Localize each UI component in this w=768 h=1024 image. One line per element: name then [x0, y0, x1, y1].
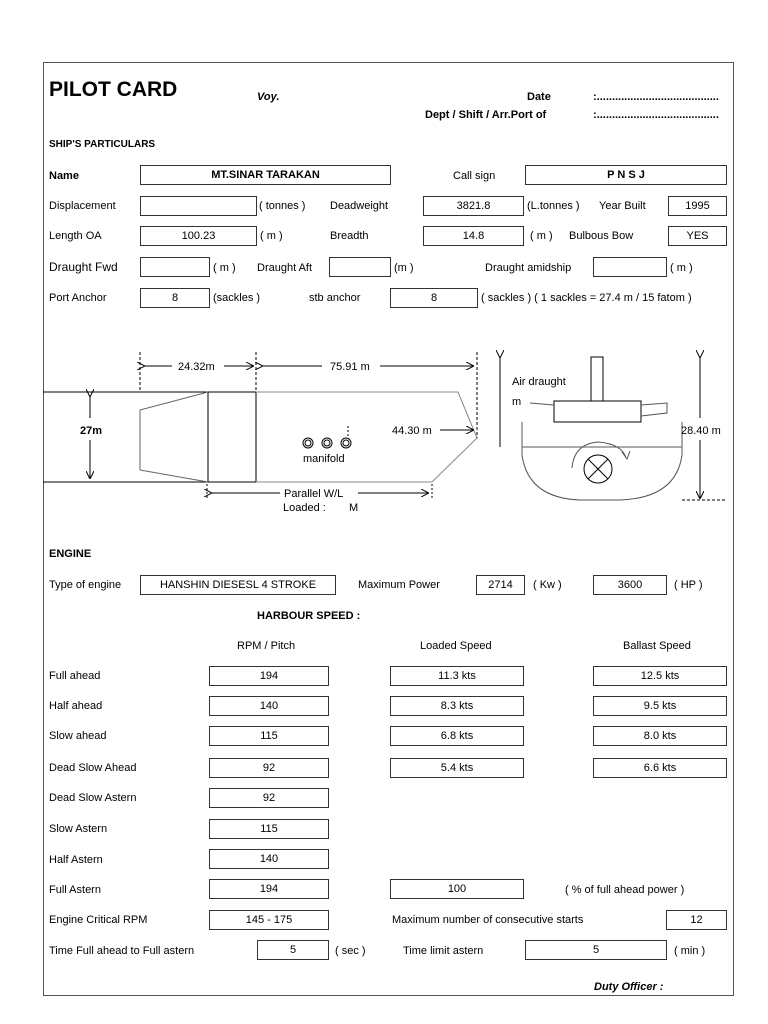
- hull-section-box: [208, 392, 256, 482]
- page-title: PILOT CARD: [49, 78, 178, 101]
- time-limit-unit: ( min ): [674, 945, 706, 957]
- dim-manifold: 44.30 m: [392, 425, 432, 437]
- stb-anchor-label: stb anchor: [309, 292, 361, 304]
- displacement-label: Displacement: [49, 200, 116, 212]
- bulbous-label: Bulbous Bow: [569, 230, 634, 242]
- section-ships-particulars: SHIP'S PARTICULARS: [49, 139, 156, 150]
- stb-anchor-unit: ( sackles ) ( 1 sackles = 27.4 m / 15 fatom ): [481, 292, 692, 304]
- voy-label: Voy.: [257, 91, 280, 103]
- row-label-slow-astern: Slow Astern: [49, 823, 108, 835]
- name-label: Name: [49, 170, 79, 182]
- loaded-full-ahead[interactable]: 11.3 kts: [390, 666, 524, 686]
- dim-mid: 75.91 m: [330, 361, 370, 373]
- time-full-field[interactable]: 5: [257, 940, 329, 960]
- ballast-half-ahead[interactable]: 9.5 kts: [593, 696, 727, 716]
- draught-aft-unit: (m ): [394, 262, 414, 274]
- max-starts-label: Maximum number of consecutive starts: [392, 914, 584, 926]
- row-label-full-ahead: Full ahead: [49, 670, 101, 682]
- critical-rpm-label: Engine Critical RPM: [49, 914, 148, 926]
- length-unit: ( m ): [260, 230, 283, 242]
- col-loaded-header: Loaded Speed: [420, 640, 492, 652]
- time-limit-field[interactable]: 5: [525, 940, 667, 960]
- displacement-unit: ( tonnes ): [259, 200, 306, 212]
- rpm-full-ahead[interactable]: 194: [209, 666, 329, 686]
- manifold-label: manifold: [303, 453, 345, 465]
- row-label-dead-slow-ahead: Dead Slow Ahead: [49, 762, 137, 774]
- dim-height: 27m: [80, 425, 103, 437]
- air-draught-unit: m: [512, 396, 522, 408]
- port-anchor-field[interactable]: 8: [140, 288, 210, 308]
- engine-type-label: Type of engine: [49, 579, 122, 591]
- date-label: Date: [527, 91, 551, 103]
- draught-mid-label: Draught amidship: [485, 262, 572, 274]
- time-limit-label: Time limit astern: [403, 945, 484, 957]
- rpm-dead-slow-astern[interactable]: 92: [209, 788, 329, 808]
- year-built-label: Year Built: [599, 200, 646, 212]
- astern-power-note: ( % of full ahead power ): [565, 884, 685, 896]
- date-field[interactable]: :........................................: [593, 91, 719, 103]
- rpm-slow-astern[interactable]: 115: [209, 819, 329, 839]
- loaded-unit: M: [349, 502, 359, 514]
- max-power-label: Maximum Power: [358, 579, 440, 591]
- dept-label: Dept / Shift / Arr.Port of: [425, 109, 547, 121]
- bulbous-field[interactable]: YES: [668, 226, 727, 246]
- deadweight-field[interactable]: 3821.8: [423, 196, 524, 216]
- length-label: Length OA: [49, 230, 102, 242]
- col-ballast-header: Ballast Speed: [623, 640, 691, 652]
- harbour-speed-title: HARBOUR SPEED :: [257, 610, 361, 622]
- breadth-field[interactable]: 14.8: [423, 226, 524, 246]
- port-anchor-label: Port Anchor: [49, 292, 107, 304]
- rpm-slow-ahead[interactable]: 115: [209, 726, 329, 746]
- row-label-half-ahead: Half ahead: [49, 700, 103, 712]
- rpm-full-astern[interactable]: 194: [209, 879, 329, 899]
- row-label-slow-ahead: Slow ahead: [49, 730, 107, 742]
- ballast-full-ahead[interactable]: 12.5 kts: [593, 666, 727, 686]
- air-height: 28.40 m: [681, 425, 721, 437]
- row-label-half-astern: Half Astern: [49, 854, 103, 866]
- rpm-half-astern[interactable]: 140: [209, 849, 329, 869]
- loaded-slow-ahead[interactable]: 6.8 kts: [390, 726, 524, 746]
- year-built-field[interactable]: 1995: [668, 196, 727, 216]
- hp-unit: ( HP ): [674, 579, 703, 591]
- dim-fwd: 24.32m: [178, 361, 215, 373]
- max-power-kw-field[interactable]: 2714: [476, 575, 525, 595]
- deadweight-unit: (L.tonnes ): [527, 200, 580, 212]
- col-rpm-header: RPM / Pitch: [237, 640, 296, 652]
- loaded-dead-slow-ahead[interactable]: 5.4 kts: [390, 758, 524, 778]
- callsign-field[interactable]: P N S J: [525, 165, 727, 185]
- kw-unit: ( Kw ): [533, 579, 562, 591]
- rpm-half-ahead[interactable]: 140: [209, 696, 329, 716]
- time-full-label: Time Full ahead to Full astern: [49, 945, 195, 957]
- dept-field[interactable]: :........................................: [593, 109, 719, 121]
- time-full-unit: ( sec ): [335, 945, 366, 957]
- rpm-dead-slow-ahead[interactable]: 92: [209, 758, 329, 778]
- breadth-unit: ( m ): [530, 230, 553, 242]
- callsign-label: Call sign: [453, 170, 496, 182]
- stb-anchor-field[interactable]: 8: [390, 288, 478, 308]
- deadweight-label: Deadweight: [330, 200, 389, 212]
- engine-type-field[interactable]: HANSHIN DIESESL 4 STROKE: [140, 575, 336, 595]
- name-field[interactable]: MT.SINAR TARAKAN: [140, 165, 391, 185]
- breadth-label: Breadth: [330, 230, 369, 242]
- port-anchor-unit: (sackles ): [213, 292, 261, 304]
- row-label-dead-slow-astern: Dead Slow Astern: [49, 792, 137, 804]
- loaded-half-ahead[interactable]: 8.3 kts: [390, 696, 524, 716]
- max-starts-field[interactable]: 12: [666, 910, 727, 930]
- ballast-dead-slow-ahead[interactable]: 6.6 kts: [593, 758, 727, 778]
- draught-aft-label: Draught Aft: [257, 262, 313, 274]
- max-power-hp-field[interactable]: 3600: [593, 575, 667, 595]
- loaded-label: Loaded :: [283, 502, 326, 514]
- hull-bow: [256, 392, 477, 482]
- draught-fwd-label: Draught Fwd: [49, 260, 118, 274]
- astern-power-field[interactable]: 100: [390, 879, 524, 899]
- air-draught-label: Air draught: [512, 376, 566, 388]
- row-label-full-astern: Full Astern: [49, 884, 101, 896]
- hull-stern: [140, 392, 208, 482]
- section-engine: ENGINE: [49, 548, 92, 560]
- duty-officer-label: Duty Officer :: [594, 981, 664, 993]
- draught-fwd-unit: ( m ): [213, 262, 236, 274]
- draught-mid-unit: ( m ): [670, 262, 693, 274]
- parallel-label: Parallel W/L: [284, 488, 344, 500]
- length-field[interactable]: 100.23: [140, 226, 257, 246]
- ballast-slow-ahead[interactable]: 8.0 kts: [593, 726, 727, 746]
- critical-rpm-field[interactable]: 145 - 175: [209, 910, 329, 930]
